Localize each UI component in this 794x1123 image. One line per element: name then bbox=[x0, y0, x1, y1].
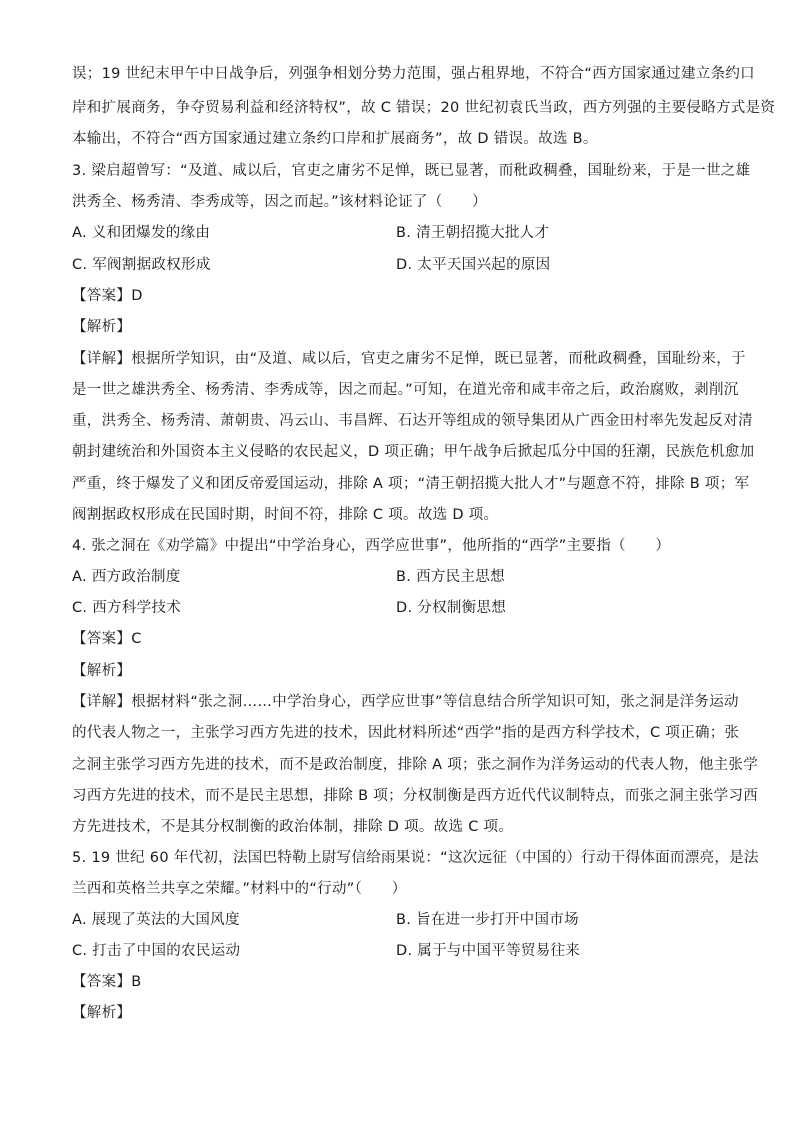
q4-detail-line: 习西方先进的技术，而不是民主思想，排除 B 项；分权制衡是西方近代代议制特点，而张之洞主张学习西 bbox=[72, 788, 759, 804]
q3-option-d: D. 太平天国兴起的原因 bbox=[396, 257, 551, 273]
q3-detail-line: 严重，终于爆发了义和团反帝爱国运动，排除 A 项；“清王朝招揽大批人才”与题意不符，排除 B 项；军 bbox=[72, 476, 750, 492]
q5-answer: 【答案】B bbox=[72, 974, 142, 990]
q4-detail-line: 【详解】根据材料“张之洞……中学治身心，西学应世事”等信息结合所学知识可知，张之洞是洋务运动 bbox=[72, 694, 739, 710]
q4-option-d: D. 分权制衡思想 bbox=[396, 600, 507, 616]
q3-detail-line: 重，洪秀全、杨秀清、萧朝贵、冯云山、韦昌辉、石达开等组成的领导集团从广西金田村率先发起反对清 bbox=[72, 413, 753, 429]
text-line: 岸和扩展商务，争夺贸易利益和经济特权”，故 C 错误；20 世纪初袁氏当政，西方列强的主要侵略方式是资 bbox=[72, 100, 776, 116]
q3-detail-line: 【详解】根据所学知识，由“及道、咸以后，官吏之庸劣不足惮，既已显著，而秕政稠叠，国耻纷来，于 bbox=[72, 351, 746, 367]
q5-analysis-label: 【解析】 bbox=[72, 1005, 132, 1021]
q4-answer: 【答案】C bbox=[72, 631, 142, 647]
question-3-stem: 3. 梁启超曾写：“及道、咸以后，官吏之庸劣不足惮，既已显著，而秕政稠叠，国耻纷来，于是一世之雄 bbox=[72, 163, 751, 179]
q5-option-c: C. 打击了中国的农民运动 bbox=[72, 943, 241, 959]
q3-option-a: A. 义和团爆发的缘由 bbox=[72, 225, 211, 241]
q5-option-a: A. 展现了英法的大国风度 bbox=[72, 912, 240, 928]
q4-option-b: B. 西方民主思想 bbox=[396, 569, 505, 585]
q3-answer: 【答案】D bbox=[72, 288, 143, 304]
q3-detail-line: 是一世之雄洪秀全、杨秀清、李秀成等，因之而起。”可知，在道光帝和咸丰帝之后，政治腐败，剥削沉 bbox=[72, 382, 739, 398]
q5-option-d: D. 属于与中国平等贸易往来 bbox=[396, 943, 581, 959]
q4-analysis-label: 【解析】 bbox=[72, 663, 132, 679]
q3-detail-line: 阀割据政权形成在民国时期，时间不符，排除 C 项。故选 D 项。 bbox=[72, 507, 499, 523]
text-line: 本输出，不符合“西方国家通过建立条约口岸和扩展商务”，故 D 错误。故选 B。 bbox=[72, 131, 598, 147]
q3-option-b: B. 清王朝招揽大批人才 bbox=[396, 225, 550, 241]
q4-option-c: C. 西方科学技术 bbox=[72, 600, 182, 616]
q3-option-c: C. 军阀割据政权形成 bbox=[72, 257, 211, 273]
question-4-stem: 4. 张之洞在《劝学篇》中提出“中学治身心，西学应世事”，他所指的“西学”主要指（ ） bbox=[72, 538, 671, 554]
q4-detail-line: 方先进技术，不是其分权制衡的政治体制，排除 D 项。故选 C 项。 bbox=[72, 819, 514, 835]
question-5-stem: 5. 19 世纪 60 年代初，法国巴特勒上尉写信给雨果说：“这次远征（中国的）行动干得体面而漂亮，是法 bbox=[72, 850, 759, 866]
q3-analysis-label: 【解析】 bbox=[72, 319, 132, 335]
q5-option-b: B. 旨在进一步打开中国市场 bbox=[396, 912, 579, 928]
question-3-stem: 洪秀全、杨秀清、李秀成等，因之而起。”该材料论证了（ ） bbox=[72, 194, 487, 210]
q4-option-a: A. 西方政治制度 bbox=[72, 569, 181, 585]
text-line: 误；19 世纪末甲午中日战争后，列强争相划分势力范围，强占租界地，不符合“西方国家通过建立条约口 bbox=[72, 66, 755, 82]
q4-detail-line: 之洞主张学习西方先进的技术，而不是政治制度，排除 A 项；张之洞作为洋务运动的代表人物，他主张学 bbox=[72, 757, 759, 773]
q4-detail-line: 的代表人物之一，主张学习西方先进的技术，因此材料所述“西学”指的是西方科学技术，C 项正确；张 bbox=[72, 725, 740, 741]
question-5-stem: 兰西和英格兰共享之荣耀。”材料中的“行动”（ ） bbox=[72, 881, 407, 897]
q3-detail-line: 朝封建统治和外国资本主义侵略的农民起义，D 项正确；甲午战争后掀起瓜分中国的狂潮，民族危机愈加 bbox=[72, 444, 755, 460]
